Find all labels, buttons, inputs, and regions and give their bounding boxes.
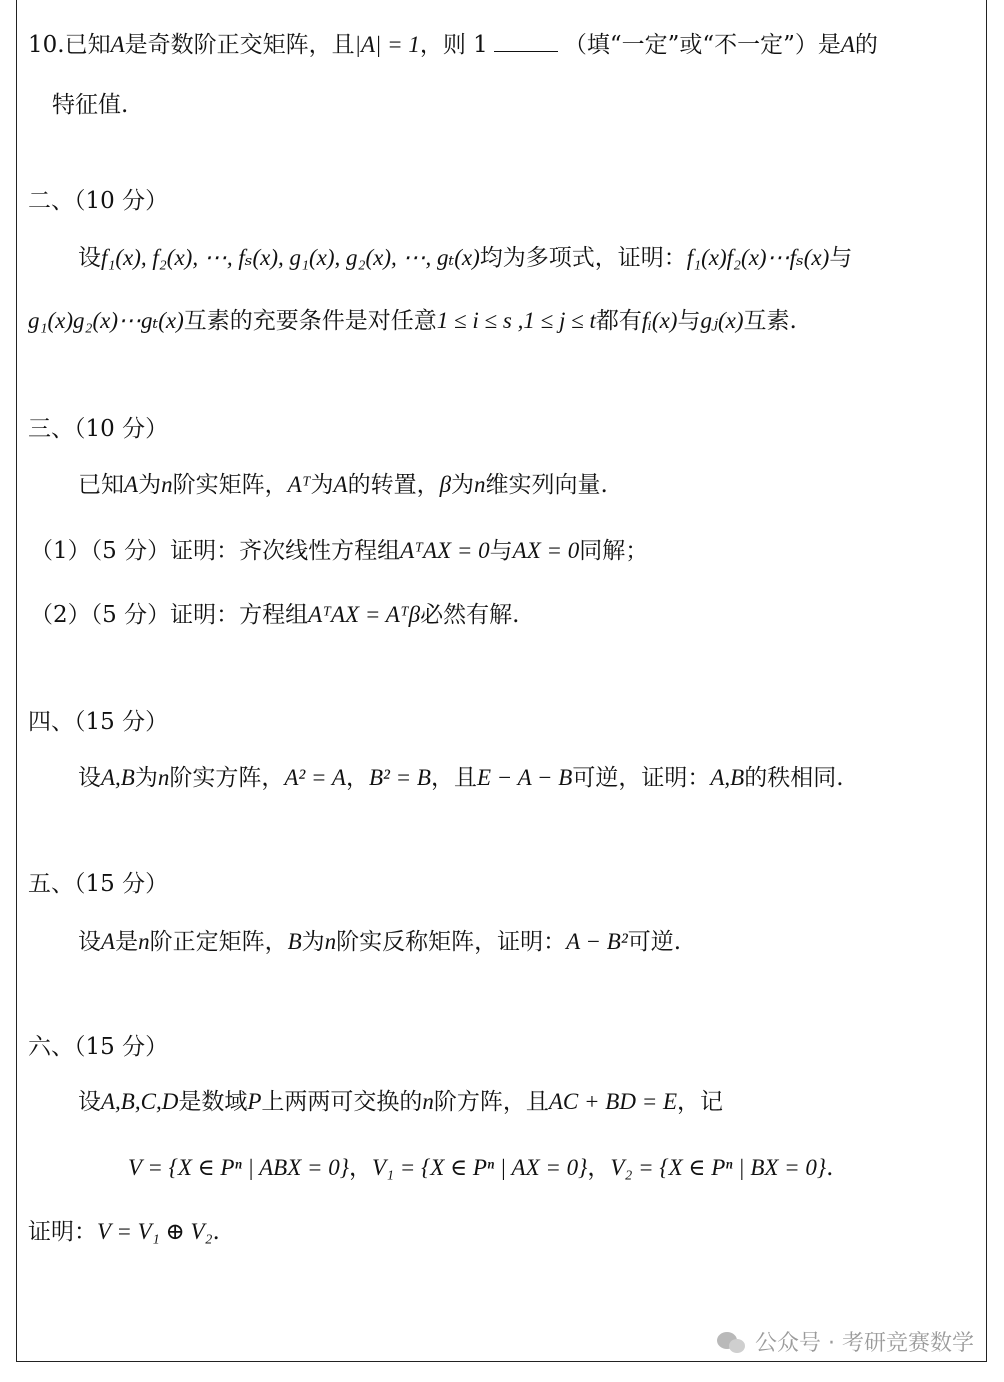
s6-math: A,B,C,D xyxy=(101,1089,179,1114)
section-3-heading: 三、（10 分） xyxy=(28,416,169,442)
s6-math: AC + BD = E xyxy=(548,1089,678,1114)
s6-text: . xyxy=(826,1155,834,1181)
q10-math: A xyxy=(110,32,125,57)
s5-text: 可逆. xyxy=(627,929,682,955)
s4-text: ，且 xyxy=(430,765,477,791)
s4-text: 的秩相同. xyxy=(744,765,844,791)
s3-math: β xyxy=(439,472,452,497)
s4-math: A² = A xyxy=(284,765,346,790)
section-5-heading: 五、（15 分） xyxy=(28,871,169,897)
s6-math: P xyxy=(247,1089,262,1114)
s3-math: Aᵀ xyxy=(287,472,311,497)
s3-math: AᵀAX = 0 xyxy=(400,538,490,563)
s4-text: ， xyxy=(345,765,369,791)
s5-text: 是 xyxy=(115,929,139,955)
s6-text: 上两两可交换的 xyxy=(261,1089,423,1115)
s3-math: A xyxy=(333,472,348,497)
section-3-part1 xyxy=(30,536,648,566)
s5-math: n xyxy=(138,929,150,954)
section-4-line1 xyxy=(78,763,844,793)
s3-text: 的转置， xyxy=(347,472,440,498)
s2-math: gⱼ(x) xyxy=(700,308,744,333)
s2-math: 1 ≤ i ≤ s ,1 ≤ j ≤ t xyxy=(436,308,596,333)
q10-line2: 特征值. xyxy=(52,92,129,118)
section-3-part2 xyxy=(30,600,519,630)
section-6-equations xyxy=(128,1153,833,1183)
s2-math: fᵢ(x) xyxy=(641,308,678,333)
s2-text: 都有 xyxy=(595,308,642,334)
section-2-line2 xyxy=(28,306,797,336)
s6-text: . xyxy=(212,1219,220,1245)
s3-text: 为 xyxy=(310,472,334,498)
set-v1-definition: V₁ = {X ∈ Pⁿ | AX = 0} xyxy=(372,1155,588,1180)
s6-math: V = V₁ ⊕ V₂ xyxy=(97,1219,213,1244)
section-6-proof xyxy=(28,1217,220,1247)
s3-text: 为 xyxy=(138,472,162,498)
s2-text: 与 xyxy=(677,308,701,334)
s6-text: 设 xyxy=(78,1089,101,1115)
s3-text: 为 xyxy=(451,472,475,498)
watermark-text: 公众号 · 考研竞赛数学 xyxy=(755,1331,974,1356)
s4-text: 为 xyxy=(134,765,158,791)
answer-blank xyxy=(494,31,558,52)
s4-text: 阶实方阵， xyxy=(169,765,285,791)
s4-math: A,B xyxy=(710,765,745,790)
s2-text: 与 xyxy=(829,245,853,271)
s4-text: 可逆，证明： xyxy=(572,765,711,791)
s6-text: ，记 xyxy=(677,1089,724,1115)
q10-text: 的 xyxy=(854,32,878,58)
s3-text: 维实列向量. xyxy=(485,472,608,498)
section-5-line1 xyxy=(78,927,681,957)
s2-math: f₁(x)f₂(x)⋯fₛ(x) xyxy=(686,245,830,270)
q10-text: 是奇数阶正交矩阵，且 xyxy=(124,32,355,58)
s3-math: AX = 0 xyxy=(512,538,580,563)
s3-text: （1）（5 分）证明：齐次线性方程组 xyxy=(30,538,401,564)
s4-math: A,B xyxy=(101,765,135,790)
s3-text: 必然有解. xyxy=(420,602,520,628)
s5-text: 为 xyxy=(301,929,325,955)
s3-text: 阶实矩阵， xyxy=(172,472,288,498)
s5-math: B xyxy=(287,929,302,954)
section-2-heading: 二、（10 分） xyxy=(28,188,169,214)
s6-text: ， xyxy=(349,1155,372,1181)
q10-line1 xyxy=(28,30,878,60)
watermark xyxy=(717,1326,974,1357)
s2-text: 设 xyxy=(78,245,101,271)
q10-math: |A| = 1 xyxy=(354,32,420,57)
s2-text: 均为多项式，证明： xyxy=(479,245,687,271)
s4-math: n xyxy=(157,765,170,790)
s4-math: E − A − B xyxy=(476,765,573,790)
s6-text: 阶方阵，且 xyxy=(433,1089,549,1115)
set-v2-definition: V₂ = {X ∈ Pⁿ | BX = 0} xyxy=(610,1155,827,1180)
q10-text: （填“一定”或“不一定”）是 xyxy=(563,32,841,58)
q10-text: ，则 1 xyxy=(419,32,488,58)
section-2-line1 xyxy=(78,243,852,273)
s5-text: 设 xyxy=(78,929,101,955)
s3-text: 已知 xyxy=(78,472,124,498)
section-4-heading: 四、（15 分） xyxy=(28,709,169,735)
set-v-definition: V = {X ∈ Pⁿ | ABX = 0} xyxy=(128,1155,349,1180)
s5-text: 阶实反称矩阵，证明： xyxy=(336,929,567,955)
q10-text: 10.已知 xyxy=(28,32,111,58)
s3-math: AᵀAX = Aᵀβ xyxy=(308,602,421,627)
q10-math: A xyxy=(840,32,855,57)
s2-math: f₁(x), f₂(x), ⋯, fₛ(x), g₁(x), g₂(x), ⋯, gₜ(x) xyxy=(101,245,480,270)
s5-math: A xyxy=(101,929,116,954)
s6-text: 证明： xyxy=(28,1219,97,1245)
s3-text: 与 xyxy=(489,538,513,564)
s4-text: 设 xyxy=(78,765,101,791)
s2-text: 互素. xyxy=(743,308,797,334)
s2-math: g₁(x)g₂(x)⋯gₜ(x) xyxy=(28,308,184,333)
section-6-line1 xyxy=(78,1087,723,1117)
s4-math: B² = B xyxy=(368,765,431,790)
s3-math: A xyxy=(124,472,139,497)
s3-text: 同解； xyxy=(579,538,649,564)
s6-text: ， xyxy=(587,1155,611,1181)
s3-text: （2）（5 分）证明：方程组 xyxy=(30,602,309,628)
s3-math: n xyxy=(474,472,486,497)
s6-math: n xyxy=(422,1089,434,1114)
s5-text: 阶正定矩阵， xyxy=(149,929,288,955)
wechat-icon xyxy=(717,1330,747,1354)
s6-text: 是数域 xyxy=(178,1089,248,1115)
section-6-heading: 六、（15 分） xyxy=(28,1034,169,1060)
s3-math: n xyxy=(161,472,173,497)
s5-math: n xyxy=(324,929,337,954)
s5-math: A − B² xyxy=(566,929,628,954)
s2-text: 互素的充要条件是对任意 xyxy=(183,308,437,334)
section-3-line1 xyxy=(78,470,608,500)
